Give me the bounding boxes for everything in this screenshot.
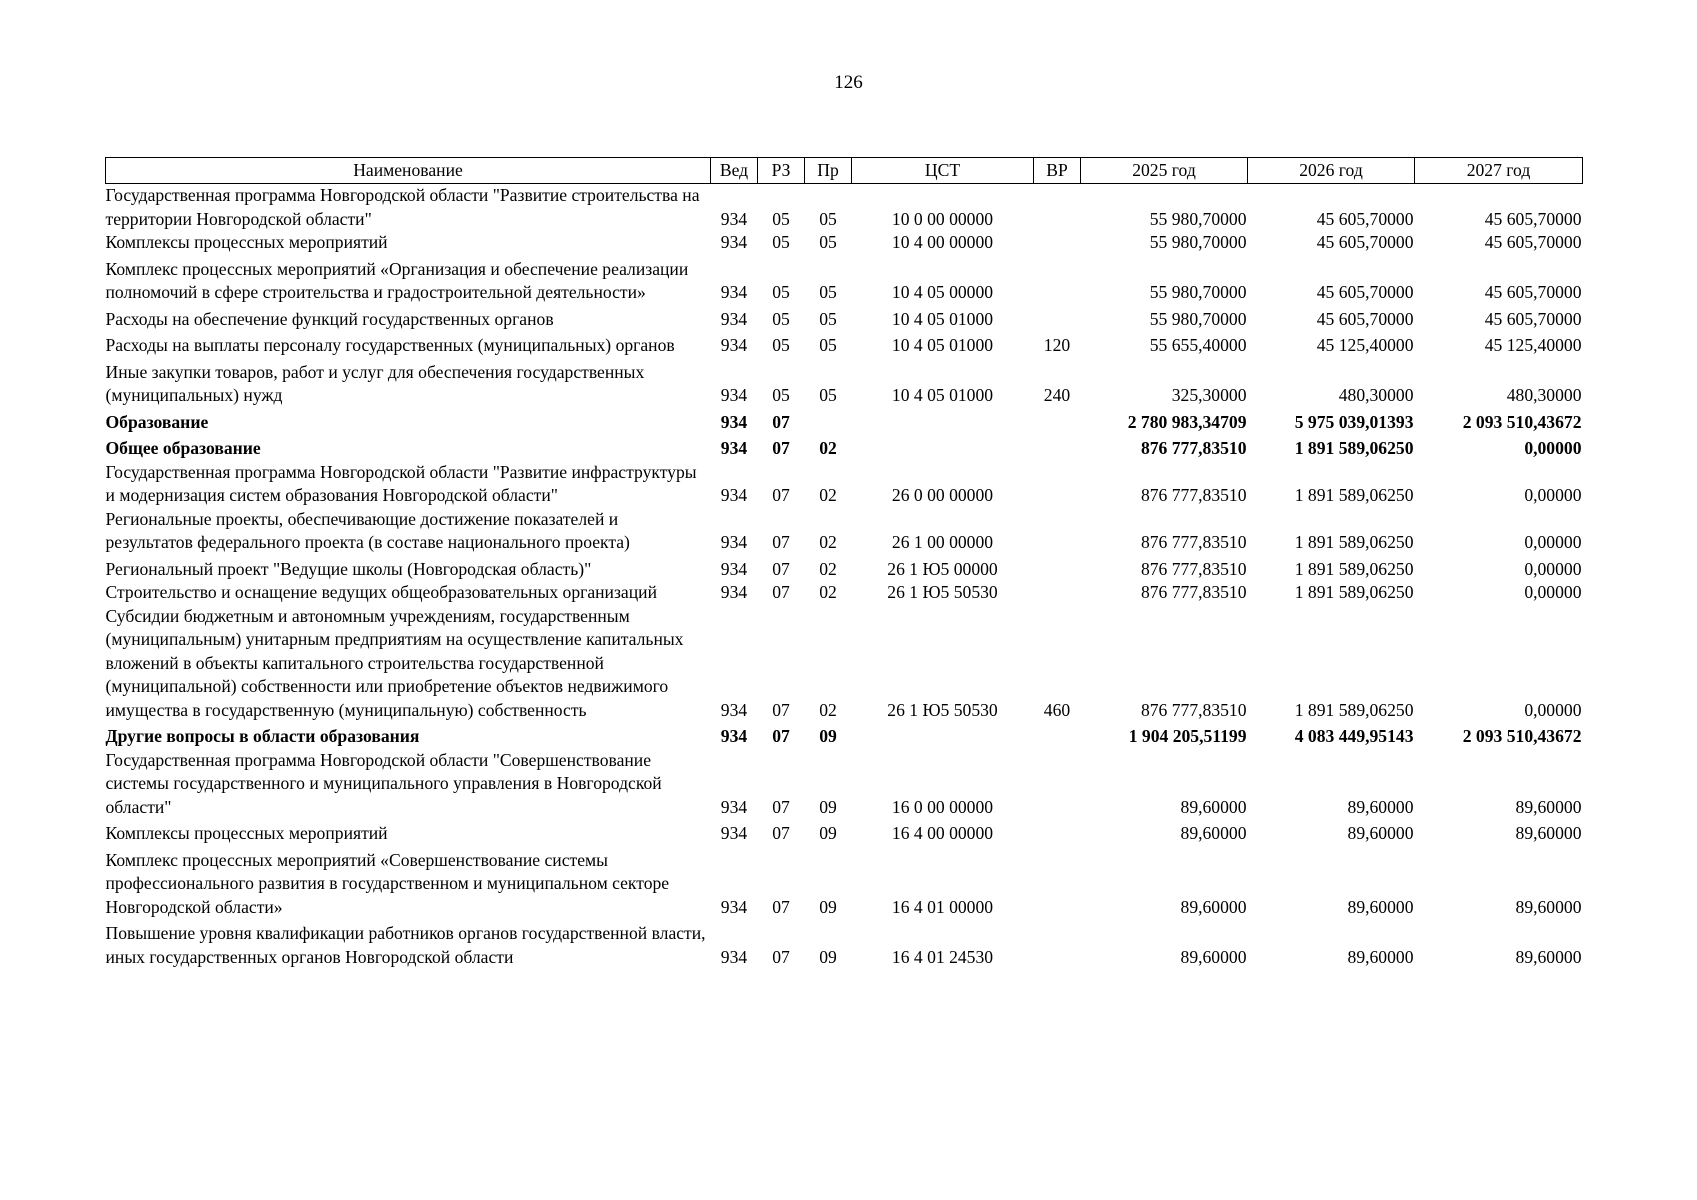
row-pr: 02 — [819, 438, 837, 458]
row-amount-2027: 0,00000 — [1524, 438, 1582, 458]
row-rz: 05 — [772, 385, 790, 405]
table-row — [106, 749, 1583, 820]
header-2025: 2025 год — [1081, 158, 1248, 184]
row-name: Региональные проекты, обеспечивающие достижение показателей и результатов федерального проекта (в составе национального проекта) — [105, 508, 630, 552]
row-cst: 10 0 00 00000 — [891, 208, 994, 229]
row-name: Строительство и оснащение ведущих общеобразовательных организаций — [105, 582, 657, 602]
row-cst: 26 1 Ю5 50530 — [887, 699, 998, 720]
row-ved: 934 — [720, 308, 748, 329]
header-ved: Вед — [711, 158, 758, 184]
row-pr: 02 — [819, 699, 837, 720]
row-cst: 10 4 05 01000 — [891, 385, 994, 405]
row-name: Образование — [105, 411, 209, 432]
table-row — [106, 581, 1583, 605]
row-cst — [852, 434, 1034, 461]
row-amount-2027: 0,00000 — [1524, 485, 1582, 505]
row-amount-2027: 45 605,70000 — [1484, 232, 1582, 252]
row-ved: 934 — [720, 946, 748, 967]
row-vr — [1034, 255, 1081, 305]
row-vr: 120 — [1043, 335, 1071, 355]
row-amount-2025: 89,60000 — [1180, 896, 1247, 917]
row-amount-2027: 0,00000 — [1524, 532, 1582, 552]
header-pr: Пр — [805, 158, 852, 184]
row-amount-2026: 45 605,70000 — [1316, 308, 1414, 329]
row-vr — [1034, 231, 1081, 255]
table-header — [106, 158, 1583, 184]
row-amount-2026: 1 891 589,06250 — [1294, 532, 1414, 552]
row-vr — [1034, 555, 1081, 582]
row-rz: 07 — [772, 558, 790, 579]
row-ved: 934 — [720, 699, 748, 720]
row-amount-2026: 89,60000 — [1347, 896, 1414, 917]
row-amount-2027: 2 093 510,43672 — [1462, 726, 1582, 746]
row-amount-2025: 55 655,40000 — [1149, 335, 1247, 355]
row-amount-2027: 45 605,70000 — [1484, 282, 1582, 302]
row-pr: 09 — [819, 946, 837, 967]
budget-table — [105, 157, 1583, 969]
row-amount-2025: 876 777,83510 — [1140, 438, 1247, 458]
row-rz: 07 — [772, 582, 790, 602]
row-amount-2025: 89,60000 — [1180, 796, 1247, 817]
table-body — [106, 184, 1583, 970]
row-vr — [1034, 305, 1081, 332]
row-amount-2026: 1 891 589,06250 — [1294, 582, 1414, 602]
row-amount-2026: 89,60000 — [1347, 823, 1414, 843]
row-amount-2026: 1 891 589,06250 — [1294, 699, 1414, 720]
header-2026: 2026 год — [1248, 158, 1415, 184]
row-vr — [1034, 846, 1081, 920]
row-name: Комплекс процессных мероприятий «Совершенствование системы профессионального развития в государственном и муниципальном секторе Новгородской области» — [105, 849, 670, 917]
table-row — [106, 461, 1583, 508]
header-rz: РЗ — [758, 158, 805, 184]
table-row — [106, 331, 1583, 358]
table-row — [106, 358, 1583, 408]
row-pr: 09 — [819, 796, 837, 817]
row-ved: 934 — [720, 411, 748, 432]
row-ved: 934 — [720, 282, 748, 302]
row-pr: 05 — [819, 232, 837, 252]
row-vr — [1034, 508, 1081, 555]
row-ved: 934 — [720, 726, 748, 746]
row-amount-2026: 1 891 589,06250 — [1294, 558, 1414, 579]
row-amount-2025: 876 777,83510 — [1140, 532, 1247, 552]
row-amount-2025: 55 980,70000 — [1149, 232, 1247, 252]
table-row — [106, 555, 1583, 582]
row-cst: 10 4 00 00000 — [891, 232, 994, 252]
row-rz: 07 — [772, 532, 790, 552]
row-ved: 934 — [720, 532, 748, 552]
row-amount-2025: 876 777,83510 — [1140, 699, 1247, 720]
row-vr — [1034, 919, 1081, 969]
row-amount-2026: 45 125,40000 — [1316, 335, 1414, 355]
row-amount-2026: 89,60000 — [1347, 796, 1414, 817]
row-name: Комплекс процессных мероприятий «Организация и обеспечение реализации полномочий в сфере строительства и градостроительной деятельности» — [105, 258, 689, 302]
row-name: Государственная программа Новгородской области "Развитие строительства на территории Новгородской области" — [105, 185, 700, 229]
table-row — [106, 722, 1583, 749]
row-pr: 02 — [819, 485, 837, 505]
row-vr — [1034, 819, 1081, 846]
row-ved: 934 — [720, 582, 748, 602]
row-name: Государственная программа Новгородской области "Совершенствование системы государственного и муниципального управления в Новгородской области" — [105, 749, 662, 817]
row-amount-2025: 876 777,83510 — [1140, 485, 1247, 505]
row-cst — [852, 722, 1034, 749]
row-vr — [1034, 461, 1081, 508]
row-pr: 05 — [819, 208, 837, 229]
row-cst: 26 1 Ю5 00000 — [887, 558, 998, 579]
row-amount-2025: 89,60000 — [1180, 823, 1247, 843]
row-name: Региональный проект "Ведущие школы (Новгородская область)" — [105, 558, 592, 579]
header-vr: ВР — [1034, 158, 1081, 184]
row-amount-2027: 45 605,70000 — [1484, 308, 1582, 329]
row-name: Комплексы процессных мероприятий — [105, 823, 388, 843]
row-amount-2027: 0,00000 — [1524, 582, 1582, 602]
header-name: Наименование — [106, 158, 711, 184]
row-cst — [852, 408, 1034, 435]
row-pr: 05 — [819, 335, 837, 355]
row-amount-2025: 1 904 205,51199 — [1128, 726, 1247, 746]
table-row — [106, 408, 1583, 435]
header-row — [106, 158, 1583, 184]
row-ved: 934 — [720, 896, 748, 917]
row-amount-2026: 5 975 039,01393 — [1294, 411, 1414, 432]
row-pr: 02 — [819, 532, 837, 552]
row-amount-2026: 89,60000 — [1347, 946, 1414, 967]
row-rz: 07 — [772, 896, 790, 917]
row-amount-2025: 876 777,83510 — [1140, 558, 1247, 579]
table-row — [106, 508, 1583, 555]
row-amount-2027: 89,60000 — [1515, 896, 1582, 917]
table-row — [106, 434, 1583, 461]
row-name: Государственная программа Новгородской области "Развитие инфраструктуры и модернизация систем образования Новгородской области" — [105, 461, 697, 505]
row-pr: 09 — [819, 896, 837, 917]
row-name: Субсидии бюджетным и автономным учреждениям, государственным (муниципальным) унитарным предприятиям на осуществление капитальных вложений в объекты капитального строительства государственной (муниципальной) собственности или приобретение объектов недвижимого имущества в государственную (муниципальную) собственность — [105, 605, 684, 720]
row-rz: 07 — [772, 438, 790, 458]
page-number: 126 — [834, 72, 863, 93]
row-rz: 07 — [772, 485, 790, 505]
table-row — [106, 819, 1583, 846]
row-amount-2025: 325,30000 — [1171, 385, 1247, 405]
row-vr: 460 — [1043, 699, 1071, 720]
table-row — [106, 605, 1583, 723]
row-ved: 934 — [720, 438, 748, 458]
row-pr — [805, 408, 852, 435]
row-cst: 16 4 01 24530 — [891, 946, 994, 967]
row-amount-2027: 89,60000 — [1515, 946, 1582, 967]
header-2027: 2027 год — [1415, 158, 1583, 184]
row-amount-2025: 2 780 983,34709 — [1127, 411, 1247, 432]
row-pr: 05 — [819, 385, 837, 405]
row-amount-2027: 45 605,70000 — [1484, 208, 1582, 229]
row-ved: 934 — [720, 335, 748, 355]
row-name: Комплексы процессных мероприятий — [105, 232, 388, 252]
row-vr: 240 — [1043, 385, 1071, 405]
row-name: Другие вопросы в области образования — [105, 726, 420, 746]
row-ved: 934 — [720, 232, 748, 252]
table-row — [106, 231, 1583, 255]
row-amount-2026: 45 605,70000 — [1316, 232, 1414, 252]
row-vr — [1034, 434, 1081, 461]
row-name: Расходы на обеспечение функций государственных органов — [105, 308, 554, 329]
row-rz: 05 — [772, 232, 790, 252]
row-name: Расходы на выплаты персоналу государственных (муниципальных) органов — [105, 335, 675, 355]
row-amount-2027: 89,60000 — [1515, 796, 1582, 817]
row-pr: 09 — [819, 823, 837, 843]
row-ved: 934 — [720, 208, 748, 229]
row-amount-2027: 0,00000 — [1524, 558, 1582, 579]
row-cst: 26 1 Ю5 50530 — [887, 582, 998, 602]
table-row — [106, 919, 1583, 969]
row-rz: 07 — [772, 699, 790, 720]
row-amount-2027: 2 093 510,43672 — [1462, 411, 1582, 432]
row-cst: 10 4 05 00000 — [891, 282, 994, 302]
row-rz: 07 — [772, 796, 790, 817]
row-vr — [1034, 749, 1081, 820]
row-amount-2025: 89,60000 — [1180, 946, 1247, 967]
table-row — [106, 255, 1583, 305]
row-amount-2026: 4 083 449,95143 — [1294, 726, 1414, 746]
row-ved: 934 — [720, 485, 748, 505]
row-pr: 02 — [819, 558, 837, 579]
row-amount-2026: 1 891 589,06250 — [1294, 485, 1414, 505]
row-ved: 934 — [720, 558, 748, 579]
row-cst: 26 1 00 00000 — [891, 532, 994, 552]
row-amount-2027: 45 125,40000 — [1484, 335, 1582, 355]
row-cst: 16 4 00 00000 — [891, 823, 994, 843]
table-row — [106, 846, 1583, 920]
row-cst: 10 4 05 01000 — [891, 308, 994, 329]
row-amount-2026: 45 605,70000 — [1316, 208, 1414, 229]
row-ved: 934 — [720, 385, 748, 405]
row-pr: 02 — [819, 582, 837, 602]
row-amount-2025: 55 980,70000 — [1149, 308, 1247, 329]
row-vr — [1034, 408, 1081, 435]
row-pr: 05 — [819, 282, 837, 302]
row-rz: 05 — [772, 208, 790, 229]
row-rz: 07 — [772, 823, 790, 843]
row-name: Повышение уровня квалификации работников органов государственной власти, иных государственных органов Новгородской области — [105, 923, 706, 967]
row-rz: 07 — [772, 726, 790, 746]
table-row — [106, 305, 1583, 332]
row-amount-2027: 480,30000 — [1506, 385, 1582, 405]
row-amount-2027: 89,60000 — [1515, 823, 1582, 843]
row-rz: 05 — [772, 282, 790, 302]
row-amount-2026: 45 605,70000 — [1316, 282, 1414, 302]
row-amount-2026: 480,30000 — [1338, 385, 1414, 405]
row-ved: 934 — [720, 796, 748, 817]
row-rz: 07 — [772, 411, 790, 432]
row-vr — [1034, 581, 1081, 605]
table-row — [106, 184, 1583, 232]
row-ved: 934 — [720, 823, 748, 843]
row-amount-2027: 0,00000 — [1524, 699, 1582, 720]
row-cst: 10 4 05 01000 — [891, 335, 994, 355]
row-cst: 16 0 00 00000 — [891, 796, 994, 817]
row-rz: 05 — [772, 308, 790, 329]
row-name: Общее образование — [105, 438, 261, 458]
row-amount-2025: 55 980,70000 — [1149, 282, 1247, 302]
row-name: Иные закупки товаров, работ и услуг для обеспечения государственных (муниципальных) нужд — [105, 361, 645, 405]
row-amount-2026: 1 891 589,06250 — [1294, 438, 1414, 458]
header-cst: ЦСТ — [852, 158, 1034, 184]
row-rz: 07 — [772, 946, 790, 967]
row-pr: 09 — [819, 726, 837, 746]
row-amount-2025: 55 980,70000 — [1149, 208, 1247, 229]
row-amount-2025: 876 777,83510 — [1140, 582, 1247, 602]
row-vr — [1034, 722, 1081, 749]
row-cst: 26 0 00 00000 — [891, 485, 994, 505]
row-pr: 05 — [819, 308, 837, 329]
row-cst: 16 4 01 00000 — [891, 896, 994, 917]
row-vr — [1034, 184, 1081, 232]
row-rz: 05 — [772, 335, 790, 355]
